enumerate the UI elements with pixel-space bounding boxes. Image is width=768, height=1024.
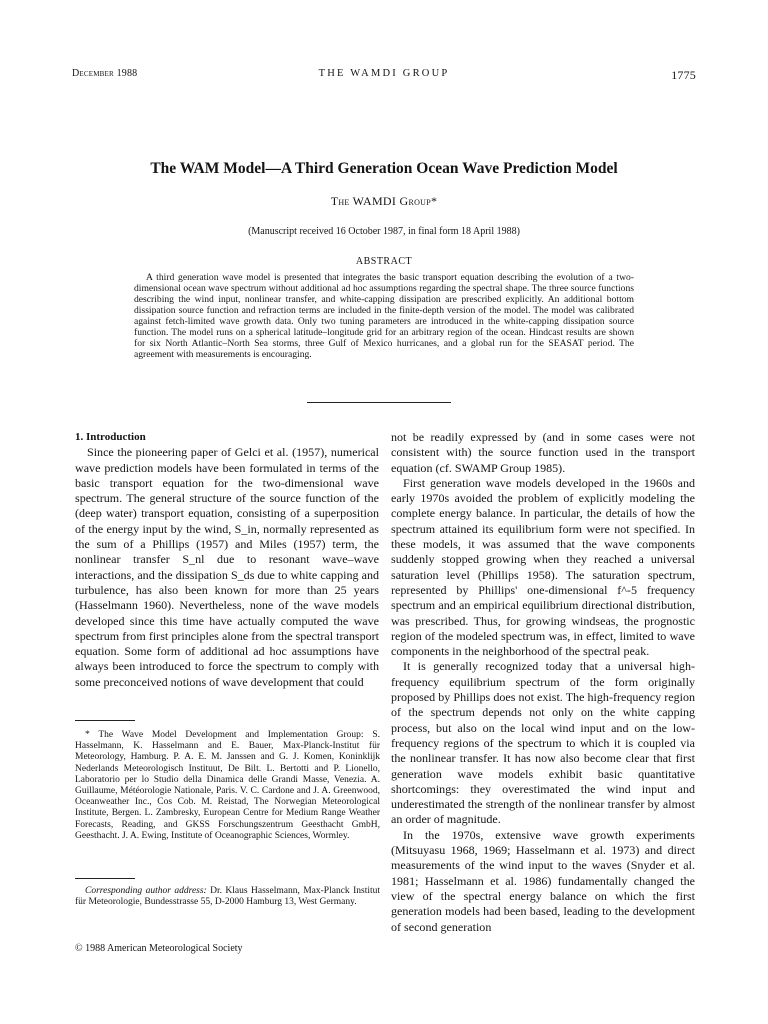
- intro-paragraph-1: Since the pioneering paper of Gelci et al. (1957), numerical wave prediction models have been formulated in terms of the basic transport equation for the two-dimensional wave spectrum. The general structure of the source function of the (deep water) transport equation, consisting of a superposition of the energy input by the wind, S_in, normally represented as the sum of a Phillips (1957) and Miles (1957) term, the nonlinear transfer S_nl due to resonant wave–wave interactions, and the dissipation S_ds due to white capping and turbulence, has also been known for more than 25 years (Hasselmann 1960). Nevertheless, none of the wave models developed since this time have actually computed the wave spectrum from first principles alone from the spectral transport equation. Some form of additional ad hoc assumptions have always been introduced to force the spectrum to comply with some preconceived notions of wave development that could: [75, 445, 379, 689]
- footnote-rule-2: [75, 878, 135, 879]
- running-header-date: December 1988: [72, 68, 138, 79]
- section-divider: [307, 402, 451, 403]
- corresponding-label: Corresponding author address:: [85, 886, 207, 896]
- footnote-group: [75, 730, 380, 842]
- left-column: [75, 430, 379, 690]
- copyright-notice: © 1988 American Meteorological Society: [75, 943, 243, 954]
- manuscript-received: (Manuscript received 16 October 1987, in final form 18 April 1988): [248, 226, 520, 237]
- intro-paragraph-3: It is generally recognized today that a universal high-frequency equilibrium spectrum of the form originally proposed by Phillips does not exist. The high-frequency region of the spectrum depends not only on the white capping process, but also on the local wind input and on the low-frequency regions of the spectrum to which it is coupled via the nonlinear transfer. It has now also become clear that first generation wave models exhibit basic quantitative shortcomings: they overestimated the wind input and underestimated the strength of the nonlinear transfer by almost an order of magnitude.: [391, 659, 695, 827]
- article-authors: The WAMDI Group*: [330, 194, 438, 208]
- intro-paragraph-4: In the 1970s, extensive wave growth experiments (Mitsuyasu 1968, 1969; Hasselmann et al. 1973) and direct measurements of the wind input to the waves (Snyder et al. 1981; Hasselmann et al. 1986) fundamentally changed the view of the spectral energy balance on which the first generation models had been based, leading to the development of second generation: [391, 827, 695, 934]
- running-header-title: THE WAMDI GROUP: [318, 68, 450, 79]
- footnote-corresponding: [75, 886, 380, 908]
- abstract-heading: ABSTRACT: [355, 256, 413, 267]
- abstract-text: A third generation wave model is presented that integrates the basic transport equation describing the evolution of a two-dimensional ocean wave spectrum without additional ad hoc assumptions regarding the spectral shape. The three source functions describing the wind input, nonlinear transfer, and white-capping dissipation are prescribed explicitly. An additional bottom dissipation source function and refraction terms are included in the finite-depth version of the model. The model was calibrated against fetch-limited wave growth data. Only two tuning parameters are introduced in the white-capping dissipation source function. The model runs on a spherical latitude–longitude grid for an arbitrary region of the ocean. Hindcast results are shown for six North Atlantic–North Sea storms, three Gulf of Mexico hurricanes, and a global run for the SEASAT period. The agreement with measurements is encouraging.: [134, 272, 634, 360]
- page-number: 1775: [671, 68, 696, 82]
- section-heading-introduction: 1. Introduction: [75, 431, 146, 443]
- footnote-group-text: * The Wave Model Development and Implementation Group: S. Hasselmann, K. Hasselmann and E. Bauer, Max-Planck-Institut für Meteorology, Hamburg. P. A. E. M. Janssen and G. J. Komen, Koninklijk Nederlands Meteorologisch Instituut, De Bilt. L. Bertotti and P. Lionello, Laboratorio per lo Studio della Dinamica delle Grandi Masse, Venezia. A. Guillaume, Météorologie Nationale, Paris. V. C. Cardone and J. A. Greenwood, Oceanweather Inc., Cos Cob. M. Reistad, The Norwegian Meteorological Institute, Bergen. L. Zambresky, European Centre for Medium Range Weather Forecasts, Reading, and GKSS Forschungszentrum Geesthacht GmbH, Geesthacht. J. A. Ewing, Institute of Oceanographic Sciences, Wormley.: [75, 730, 380, 841]
- right-column: [391, 430, 695, 935]
- intro-paragraph-1-continued: not be readily expressed by (and in some cases were not consistent with) the source function used in the transport equation (cf. SWAMP Group 1985).: [391, 430, 695, 475]
- intro-paragraph-2: First generation wave models developed in the 1960s and early 1970s avoided the problem of explicitly modeling the complete energy balance. In particular, the details of how the spectrum attained its equilibrium form were not specified. In these models, it was assumed that the wave components suddenly stopped growing when they reached a universal saturation level (Phillips 1958). The saturation spectrum, represented by Phillips' one-dimensional f^-5 frequency spectrum and an empirical equilibrium directional distribution, was prescribed. Thus, for growing windseas, the prognostic region of the modeled spectrum was, in effect, limited to wave components in the neighborhood of the spectral peak.: [391, 475, 695, 659]
- article-title: The WAM Model—A Third Generation Ocean Wave Prediction Model: [150, 160, 618, 177]
- footnote-rule: [75, 720, 135, 721]
- corresponding-address: Dr. Klaus Hasselmann, Max-Planck Institut für Meteorologie, Bundesstrasse 55, D-2000 Hamburg 13, West Germany.: [75, 886, 380, 908]
